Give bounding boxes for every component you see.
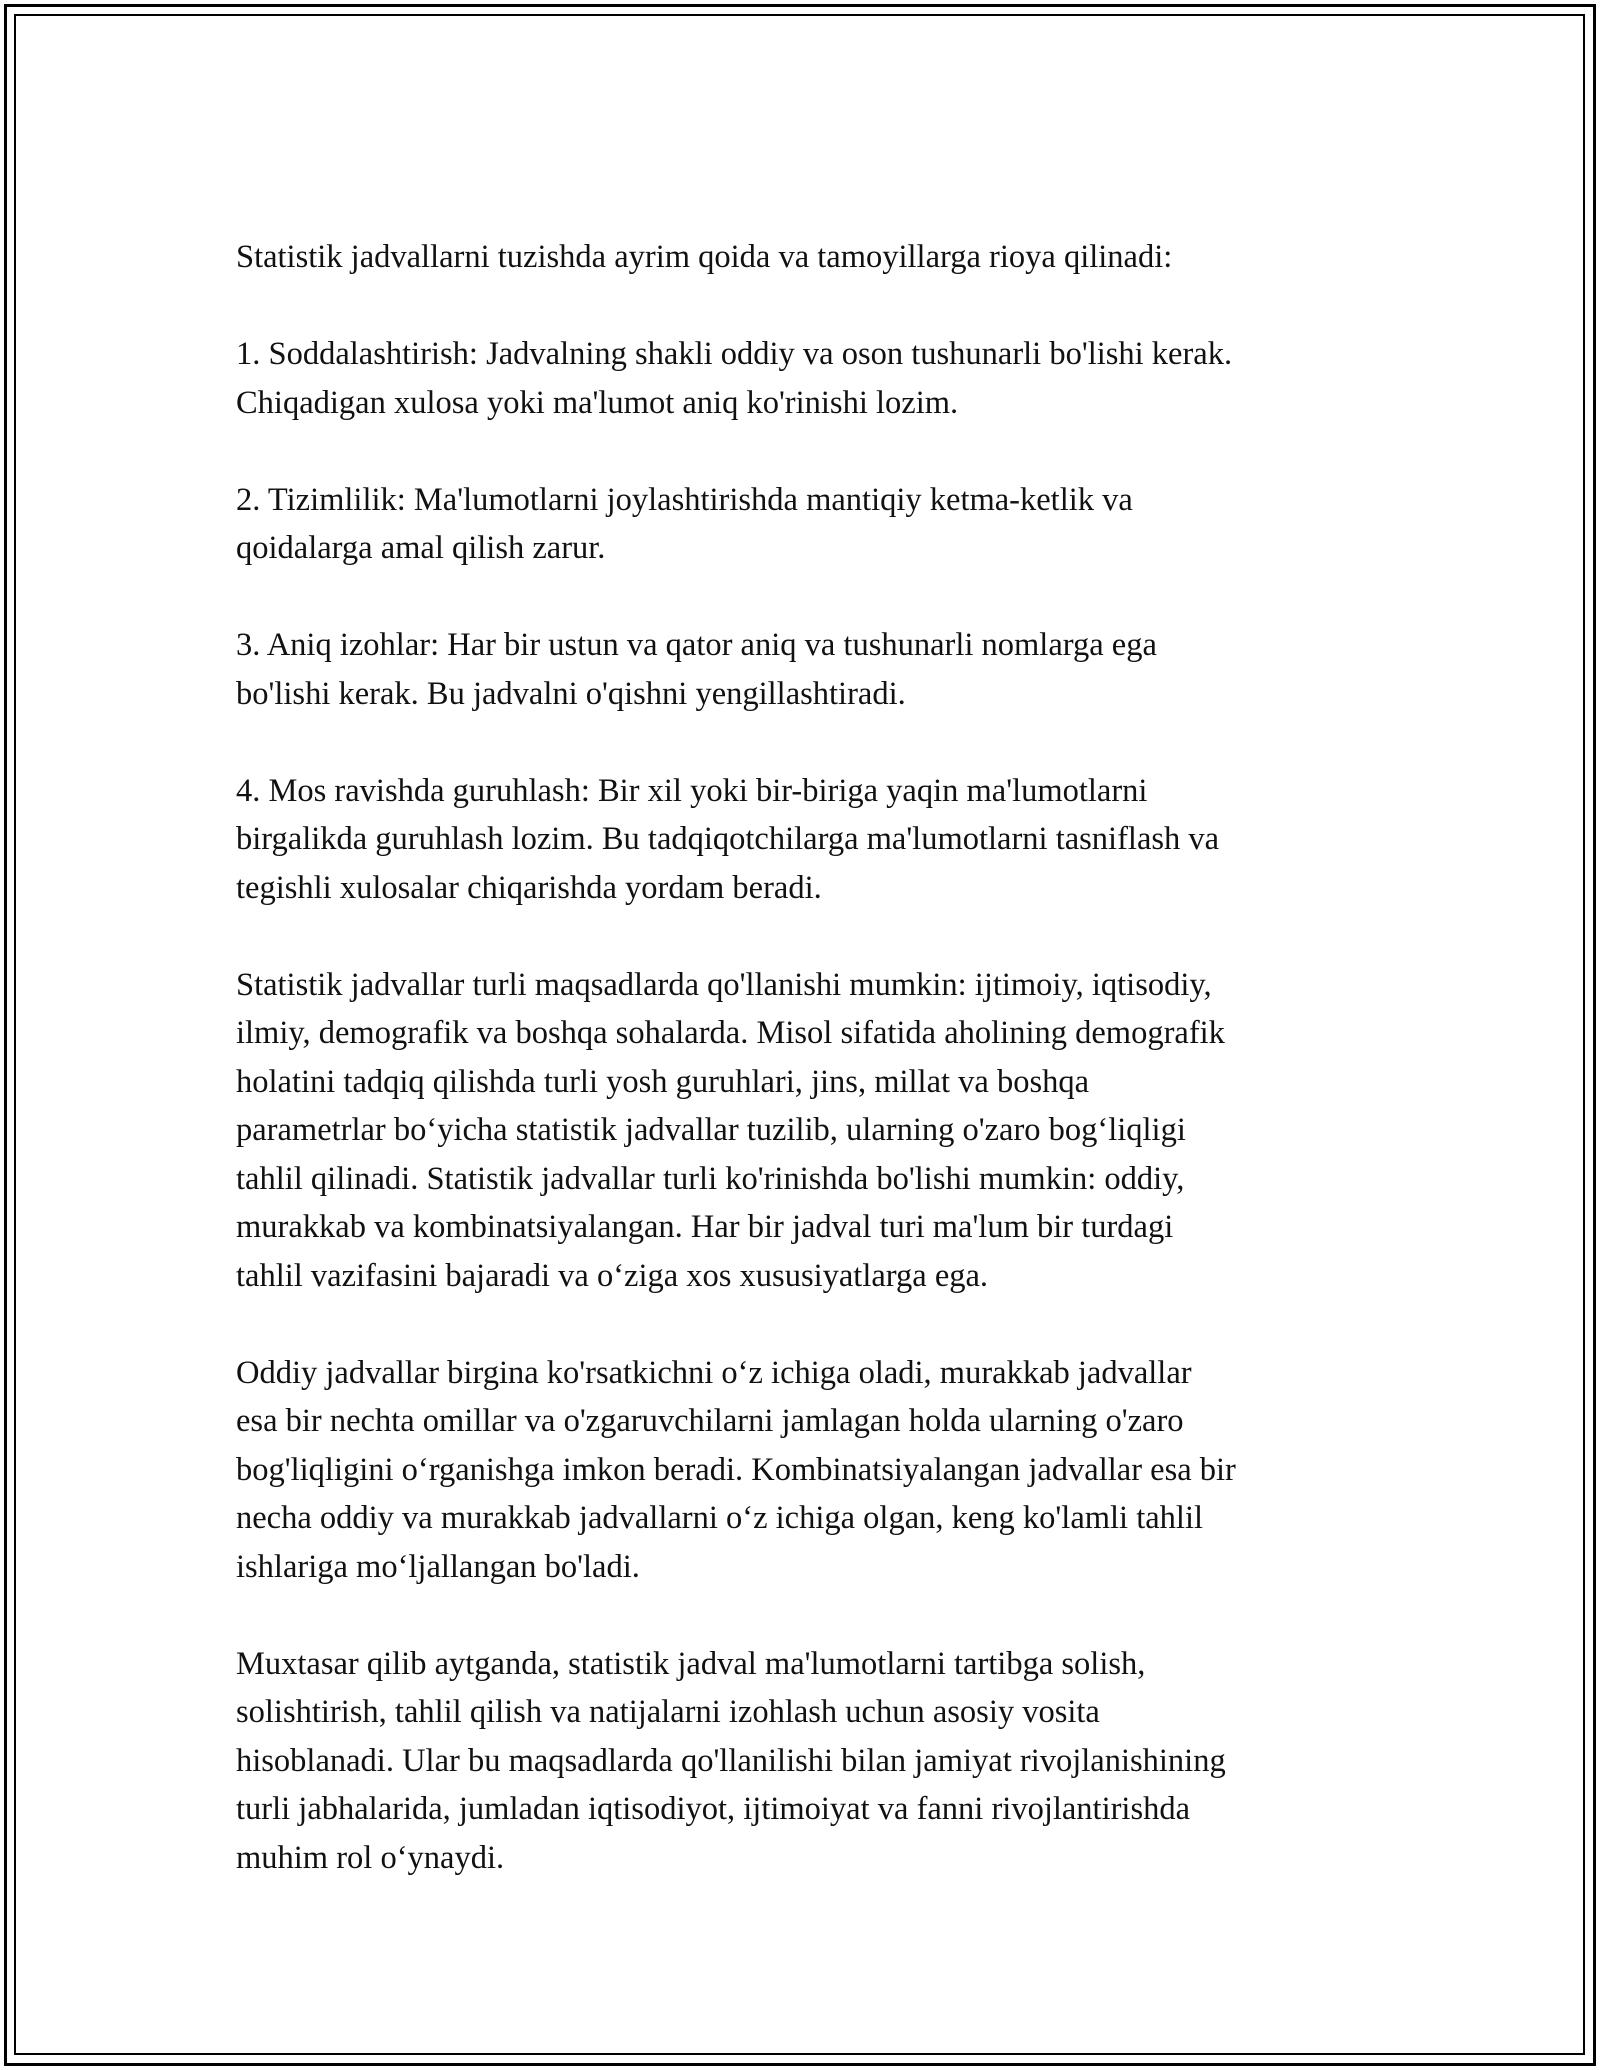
- text-line: tegishli xulosalar chiqarishda yordam beradi.: [236, 869, 822, 906]
- text-line: 1. Soddalashtirish: Jadvalning shakli oddiy va oson tushunarli bo'lishi kerak.: [236, 336, 1233, 372]
- text-line: muhim rol o‘ynaydi.: [236, 1839, 505, 1876]
- paragraph-gap: [236, 718, 1396, 767]
- text-line: qoidalarga amal qilish zarur.: [236, 530, 606, 566]
- text-line: parametrlar bo‘yicha statistik jadvallar tuzilib, ularning o'zaro bog‘liqligi: [236, 1112, 1186, 1148]
- body-paragraph-conclusion: [236, 1640, 1396, 1883]
- text-line: bog'liqligini o‘rganishga imkon beradi. Kombinatsiyalangan jadvallar esa bir: [236, 1451, 1236, 1488]
- body-paragraph-usage: [236, 961, 1396, 1301]
- text-line: ishlariga mo‘ljallangan bo'ladi.: [236, 1548, 640, 1585]
- rule-simplification: [236, 330, 1396, 427]
- text-line: birgalikda guruhlash lozim. Bu tadqiqotchilarga ma'lumotlarni tasniflash va: [236, 821, 1220, 857]
- text-line: ilmiy, demografik va boshqa sohalarda. Misol sifatida aholining demografik: [236, 1015, 1225, 1051]
- document-body: [236, 233, 1396, 1882]
- text-line: 4. Mos ravishda guruhlash: Bir xil yoki bir-biriga yaqin ma'lumotlarni: [236, 772, 1148, 809]
- rule-clear-notes: [236, 621, 1396, 718]
- text-line: esa bir nechta omillar va o'zgaruvchilarni jamlagan holda ularning o'zaro: [236, 1403, 1184, 1439]
- text-line: Statistik jadvallar turli maqsadlarda qo'llanishi mumkin: ijtimoiy, iqtisodiy,: [236, 966, 1212, 1003]
- text-line: Muxtasar qilib aytganda, statistik jadval ma'lumotlarni tartibga solish,: [236, 1645, 1146, 1682]
- text-line: Statistik jadvallarni tuzishda ayrim qoida va tamoyillarga rioya qilinadi:: [236, 239, 1173, 275]
- paragraph-gap: [236, 1300, 1396, 1349]
- text-line: necha oddiy va murakkab jadvallarni o‘z ichiga olgan, keng ko'lamli tahlil: [236, 1500, 1204, 1536]
- paragraph-gap: [236, 912, 1396, 961]
- text-line: Oddiy jadvallar birgina ko'rsatkichni o‘z ichiga oladi, murakkab jadvallar: [236, 1354, 1192, 1391]
- paragraph-gap: [236, 573, 1396, 622]
- text-line: holatini tadqiq qilishda turli yosh guruhlari, jins, millat va boshqa: [236, 1063, 1090, 1100]
- text-line: murakkab va kombinatsiyalangan. Har bir jadval turi ma'lum bir turdagi: [236, 1209, 1174, 1245]
- paragraph-gap: [236, 1591, 1396, 1640]
- text-line: solishtirish, tahlil qilish va natijalarni izohlash uchun asosiy vosita: [236, 1694, 1100, 1730]
- text-line: turli jabhalarida, jumladan iqtisodiyot, ijtimoiyat va fanni rivojlantirishda: [236, 1791, 1191, 1827]
- body-paragraph-table-types: [236, 1349, 1396, 1592]
- paragraph-gap: [236, 282, 1396, 331]
- paragraph-gap: [236, 427, 1396, 476]
- text-line: bo'lishi kerak. Bu jadvalni o'qishni yengillashtiradi.: [236, 675, 906, 712]
- rule-grouping: [236, 767, 1396, 913]
- text-line: tahlil vazifasini bajaradi va o‘ziga xos xususiyatlarga ega.: [236, 1257, 989, 1294]
- text-line: Chiqadigan xulosa yoki ma'lumot aniq ko'rinishi lozim.: [236, 384, 959, 421]
- text-line: 3. Aniq izohlar: Har bir ustun va qator aniq va tushunarli nomlarga ega: [236, 627, 1157, 663]
- intro-paragraph: [236, 233, 1396, 282]
- text-line: tahlil qilinadi. Statistik jadvallar turli ko'rinishda bo'lishi mumkin: oddiy,: [236, 1160, 1185, 1197]
- text-line: hisoblanadi. Ular bu maqsadlarda qo'llanilishi bilan jamiyat rivojlanishining: [236, 1742, 1226, 1779]
- text-line: 2. Tizimlilik: Ma'lumotlarni joylashtirishda mantiqiy ketma-ketlik va: [236, 481, 1133, 518]
- rule-systematicity: [236, 476, 1396, 573]
